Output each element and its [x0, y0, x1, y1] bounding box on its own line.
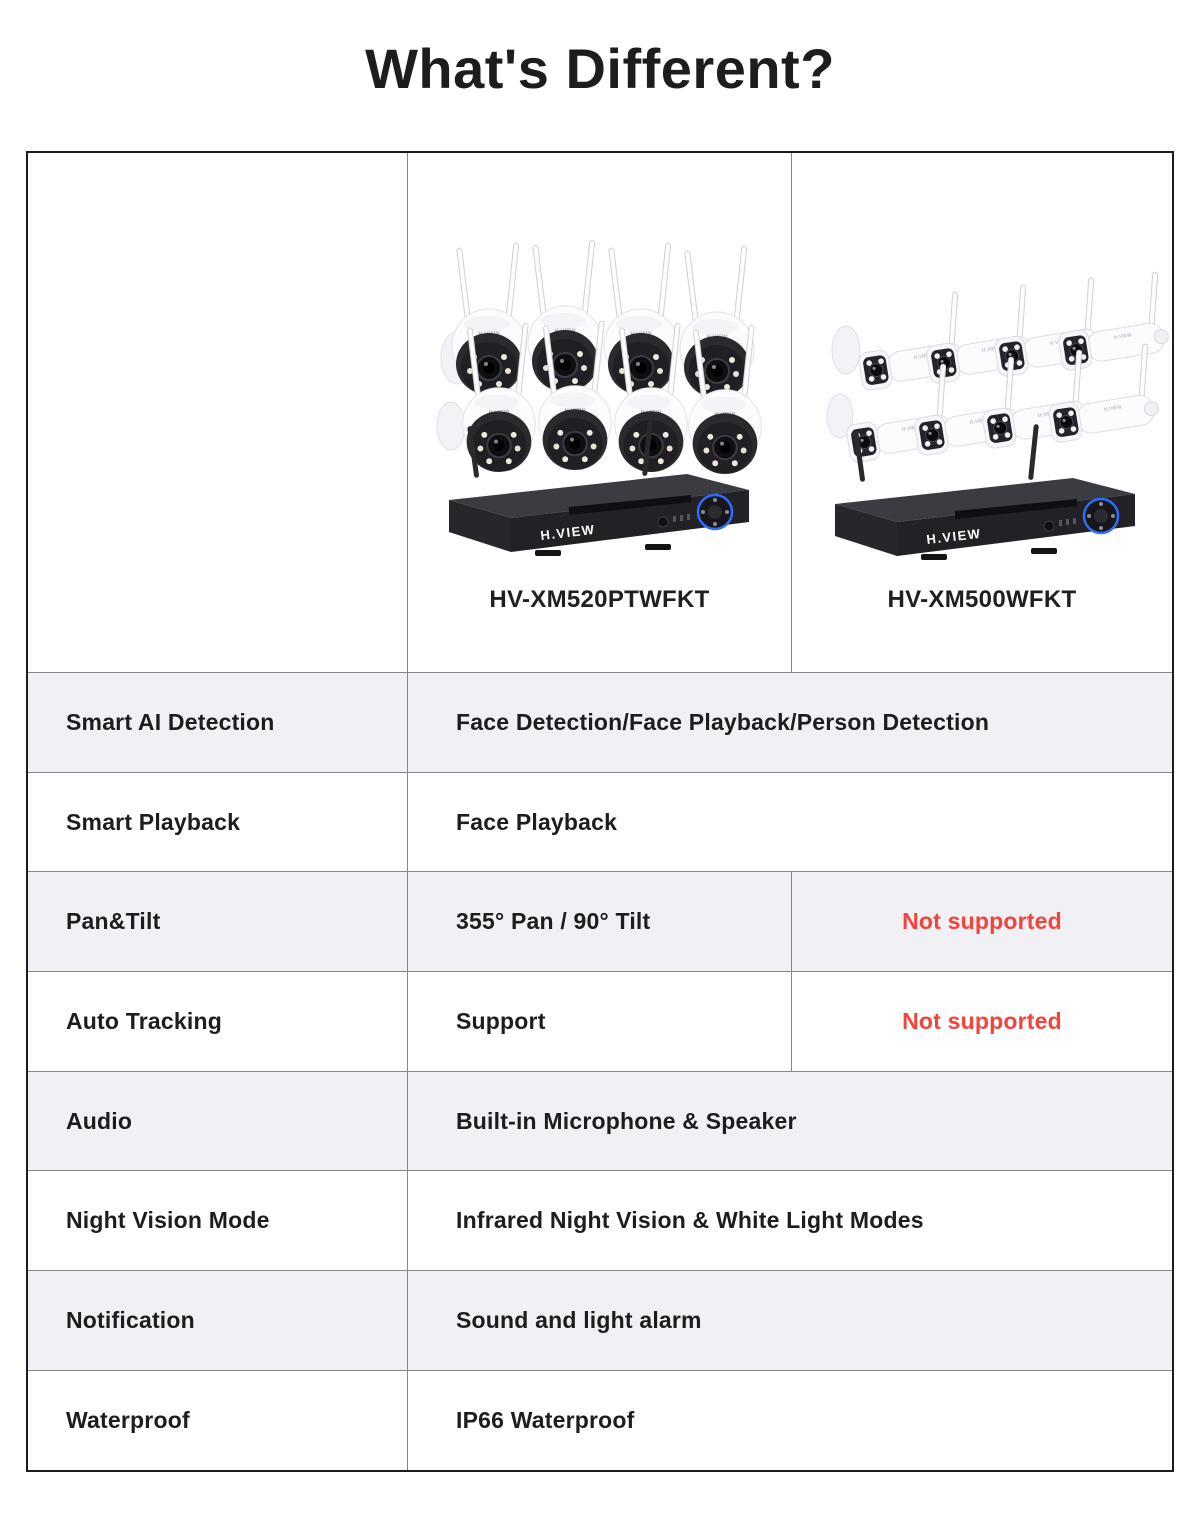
ptz-camera [680, 246, 754, 398]
not-supported-badge: Not supported [902, 1007, 1062, 1034]
ptz-camera-kit-image: H.VIEW H.VIEW H.VIEW [427, 198, 772, 570]
feature-value: IP66 Waterproof [456, 1406, 635, 1433]
empty-corner-cell [28, 153, 408, 672]
feature-label: Notification [28, 1271, 408, 1370]
page-title: What's Different? [365, 37, 835, 100]
feature-value: Sound and light alarm [456, 1306, 702, 1333]
feature-label: Smart Playback [28, 773, 408, 872]
ptz-camera [528, 240, 602, 392]
ptz-camera [604, 243, 678, 395]
table-row [28, 772, 1172, 872]
mount-bracket [832, 326, 860, 374]
table-row [28, 1370, 1172, 1470]
feature-value: Face Playback [456, 808, 618, 835]
feature-label: Smart AI Detection [28, 673, 408, 772]
feature-label: Auto Tracking [28, 972, 408, 1071]
bullet-camera [1050, 271, 1171, 371]
table-row [28, 1071, 1172, 1171]
table-row [28, 1270, 1172, 1370]
feature-value: Support [408, 972, 792, 1071]
product-model-name: HV-XM500WFKT [887, 586, 1077, 613]
product-model-name: HV-XM520PTWFKT [489, 586, 710, 613]
table-row [28, 672, 1172, 772]
table-row [28, 871, 1172, 971]
not-supported-badge: Not supported [902, 908, 1062, 935]
comparison-table [26, 151, 1174, 1472]
feature-label: Pan&Tilt [28, 872, 408, 971]
product-column-ptz-kit [408, 153, 792, 672]
table-row [28, 1170, 1172, 1270]
feature-label: Audio [28, 1072, 408, 1171]
feature-value: 355° Pan / 90° Tilt [408, 872, 792, 971]
product-column-bullet-kit [792, 153, 1172, 672]
table-header-row [28, 153, 1172, 672]
feature-label: Night Vision Mode [28, 1171, 408, 1270]
mount-bracket [437, 402, 465, 450]
table-row [28, 971, 1172, 1071]
feature-value: Built-in Microphone & Speaker [456, 1107, 797, 1134]
feature-label: Waterproof [28, 1371, 408, 1470]
bullet-camera-kit-image [810, 198, 1155, 570]
feature-value: Infrared Night Vision & White Light Modes [456, 1207, 924, 1234]
ptz-camera [452, 243, 526, 395]
feature-value: Face Detection/Face Playback/Person Detection [456, 708, 990, 735]
